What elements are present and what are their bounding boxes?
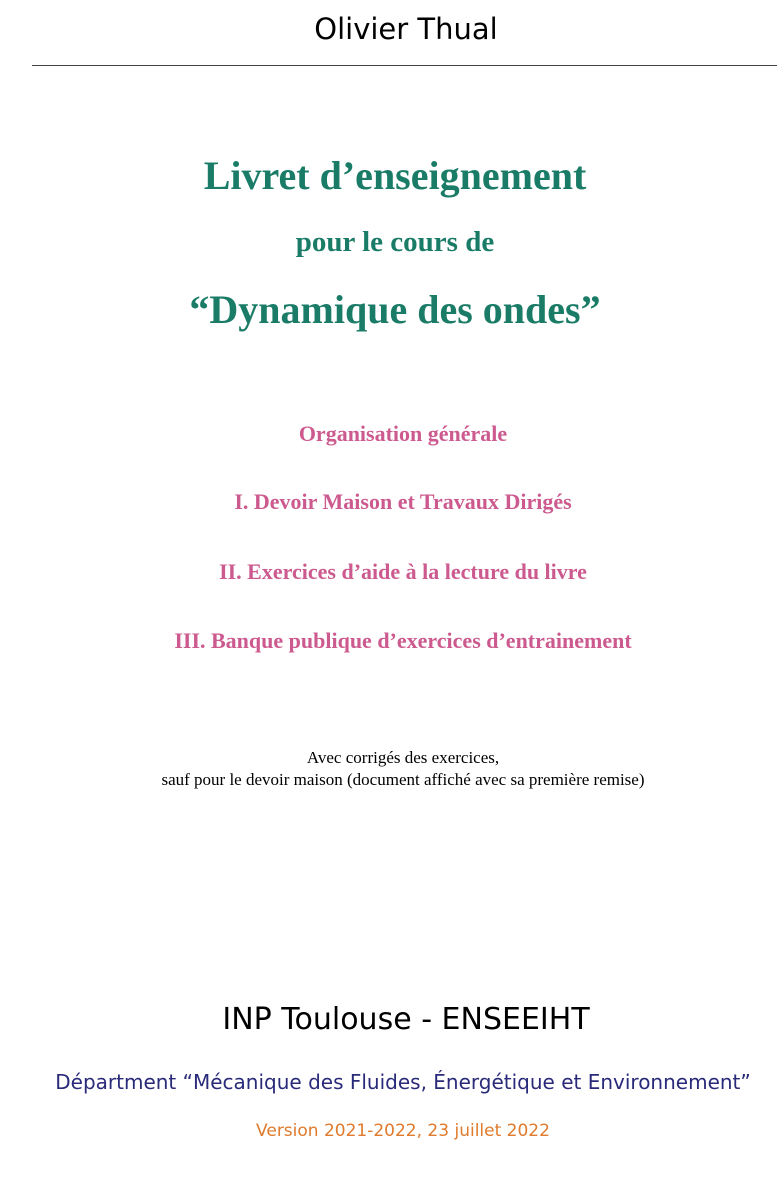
department-name: Départment “Mécanique des Fluides, Énergétique et Environnement” (55, 1070, 751, 1094)
corrections-note-line-1: Avec corrigés des exercices, (306, 748, 500, 767)
course-title: “Dynamique des ondes” (189, 287, 601, 332)
document-title: Livret d’enseignement (203, 153, 587, 198)
version-date: Version 2021-2022, 23 juillet 2022 (256, 1121, 550, 1141)
contents-item-part-2: II. Exercices d’aide à la lecture du livre (219, 559, 587, 584)
contents-item-part-3: III. Banque publique d’exercices d’entrainement (174, 628, 632, 653)
corrections-note-line-2: sauf pour le devoir maison (document affiché avec sa première remise) (161, 770, 645, 789)
document-subtitle: pour le cours de (295, 226, 495, 258)
contents-item-part-1: I. Devoir Maison et Travaux Dirigés (234, 489, 572, 514)
header-divider (32, 65, 777, 66)
institution-name: INP Toulouse - ENSEEIHT (222, 1002, 590, 1037)
contents-item-general-organisation: Organisation générale (298, 421, 508, 446)
author-name: Olivier Thual (314, 12, 498, 46)
